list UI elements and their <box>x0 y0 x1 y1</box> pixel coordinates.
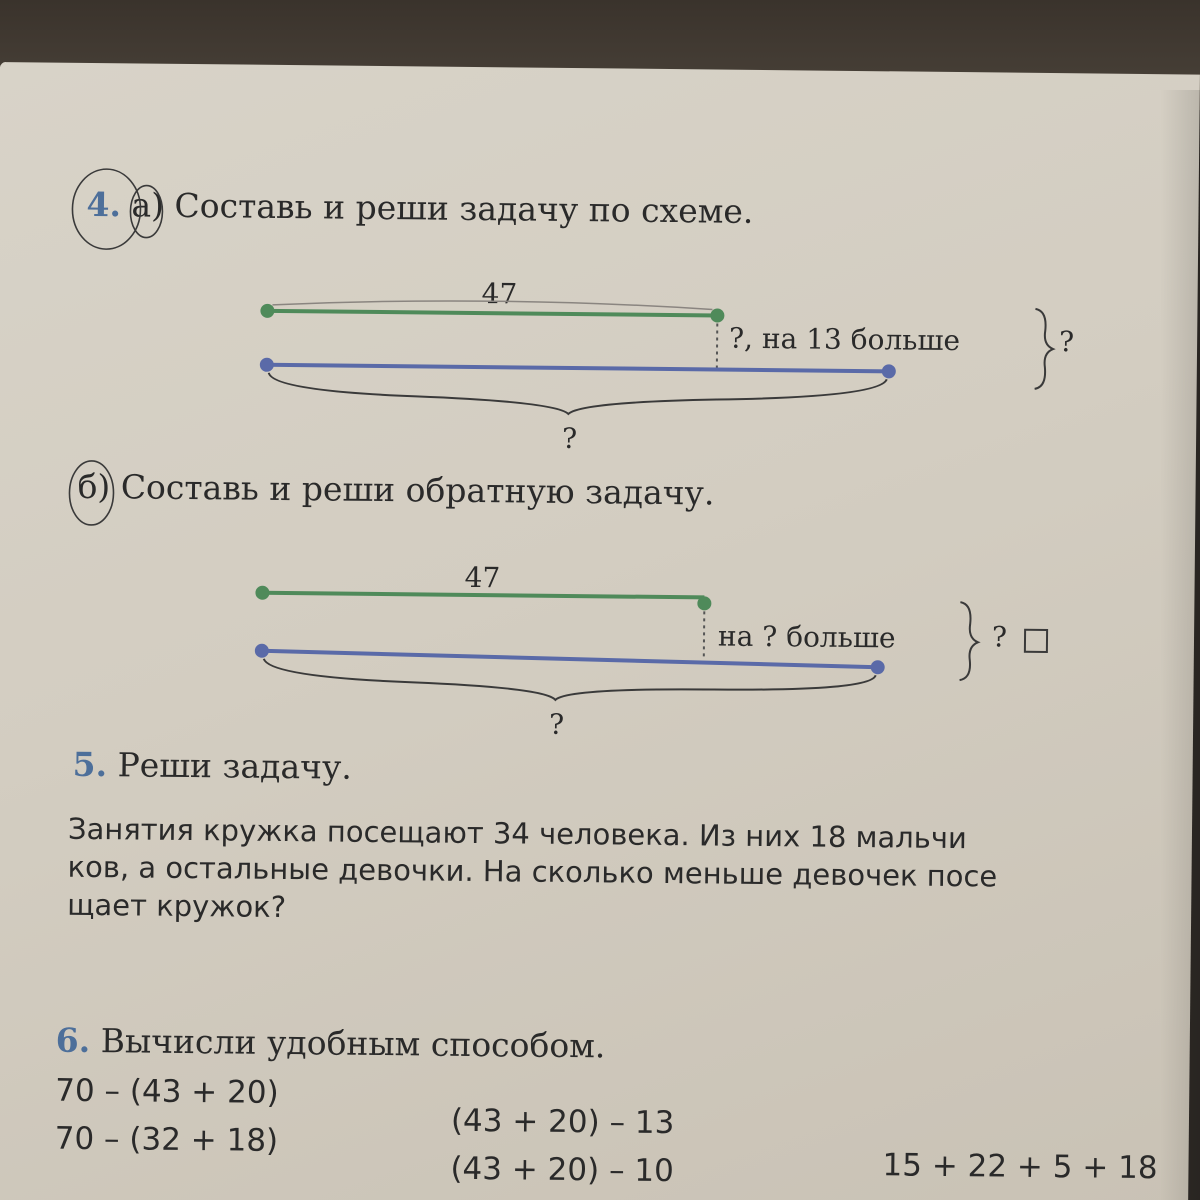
task6-col1-expr-2: 70 – (32 + 18) <box>54 1120 279 1159</box>
textbook-page <box>0 62 1200 1200</box>
scheme-a-top-value: 47 <box>481 277 518 311</box>
scheme-a-difference-label: ?, на 13 больше <box>728 321 961 358</box>
task4-number: 4. <box>86 184 122 225</box>
scheme-b-blue-start-point <box>255 644 269 658</box>
scheme-b-blue-end-point <box>871 660 885 674</box>
scheme-a-blue-start-point <box>260 358 274 372</box>
scheme-b-bottom-total: ? <box>548 707 565 741</box>
task6-heading <box>56 1021 606 1066</box>
scheme-a-blue-segment <box>267 365 889 372</box>
task6-col2-expr-2: (43 + 20) – 10 <box>450 1150 675 1190</box>
scheme-b-green-start-point <box>255 586 269 600</box>
scheme-b-top-value: 47 <box>464 560 501 595</box>
scheme-b-right-brace <box>960 602 979 680</box>
scheme-b-difference-label: на ? больше <box>717 619 896 655</box>
scheme-a-right-brace <box>1035 309 1054 389</box>
pencil-circle-4a <box>130 185 163 237</box>
task4b-letter: б) <box>77 466 111 507</box>
scheme-a-total-right: ? <box>1058 325 1075 359</box>
task5-number: 5. <box>72 744 108 785</box>
task4b-title: Составь и реши обратную задачу. <box>120 467 715 513</box>
scheme-a-top-pencil-arc <box>272 299 712 310</box>
scheme-a-green-end-point <box>710 308 724 322</box>
scheme-a-blue-end-point <box>882 364 896 378</box>
task6-col2-expr-1: (43 + 20) – 13 <box>450 1102 675 1142</box>
task6-title: Вычисли удобным способом. <box>100 1021 606 1066</box>
task4b-heading <box>77 467 714 513</box>
scheme-a-green-start-point <box>260 304 274 318</box>
scheme-b-answer-checkbox <box>1024 629 1048 653</box>
task4a-title: Составь и реши задачу по схеме. <box>174 185 754 231</box>
page-edge-shadow <box>1160 90 1200 1200</box>
task5-line-3: щает кружок? <box>67 887 287 925</box>
task6-col3-expr-1: 15 + 22 + 5 + 18 <box>882 1147 1158 1187</box>
scheme-b-total-right: ? <box>991 620 1008 654</box>
task5-line-1: Занятия кружка посещают 34 человека. Из них 18 мальчи <box>67 811 968 856</box>
task5-line-2: ков, а остальные девочки. На сколько меньше девочек посе <box>67 849 998 894</box>
scheme-a-bottom-total: ? <box>561 421 578 456</box>
task6-col1-expr-1: 70 – (43 + 20) <box>55 1072 279 1111</box>
scheme-a-green-segment <box>267 311 717 316</box>
task6-number: 6. <box>55 1020 91 1060</box>
task5-title: Реши задачу. <box>117 745 353 787</box>
task4a-letter: а) <box>131 185 165 225</box>
scheme-a-bottom-brace <box>268 373 886 417</box>
task5-heading <box>72 745 352 787</box>
